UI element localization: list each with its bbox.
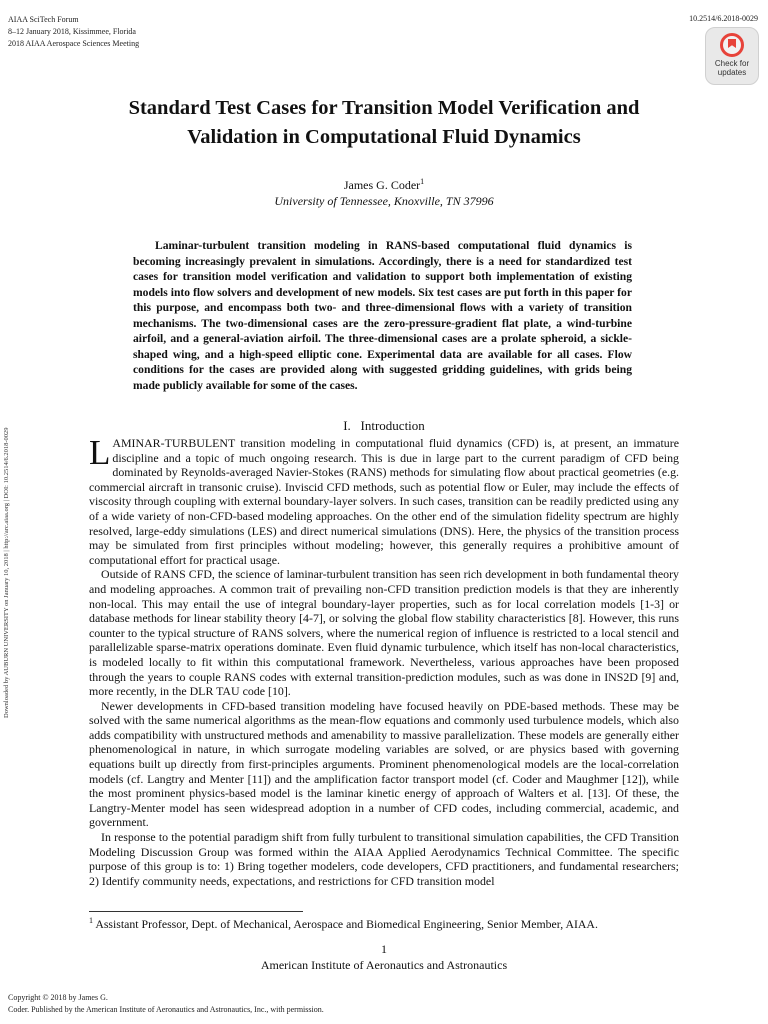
author-name: James G. Coder [343, 178, 421, 192]
paragraph-3: Newer developments in CFD-based transition modeling have focused heavily on PDE-based methods. These may be solved with the same numerical algorithms as the mean-flow equations and commonly used turbulence models, which also adds compatibility with unstructured methods and amenability to massive parallelization. These models are generally either phenomenological in nature, in which surrogate modeling variables are solved, or are physics based with governing equations built up directly from first-principles arguments. Prominent phenomenological models are the local-correlation models (cf. Langtry and Menter [11]) and the amplification factor transport model (cf. Coder and Maughmer [12]), while the most prominent physics-based model is the laminar kinetic energy of approach of Walters et al. [13]. Of these, the Langtry-Menter model has seen widespread adoption in a number of CFD codes, including commercial, academic, and government. [89, 698, 679, 830]
title-line-1: Standard Test Cases for Transition Model Verification and [128, 97, 640, 119]
paragraph-4: In response to the potential paradigm shift from fully turbulent to transitional simulation capabilities, the CFD Transition Modeling Discussion Group was formed within the AIAA Applied Aerodynamics Technical Committee. The specific purpose of this group is to: 1) Bring together modelers, code developers, CFD practitioners, and fundamental researchers; 2) Identify community needs, expectations, and restrictions for CFD transition model [89, 830, 679, 888]
section-number: I. [343, 418, 351, 433]
drop-cap: L [89, 433, 111, 472]
author-affiliation: University of Tennessee, Knoxville, TN 37996 [274, 194, 494, 208]
section-title: Introduction [360, 418, 425, 433]
footnote-mark: 1 [89, 916, 93, 925]
download-side-note: Downloaded by AUBURN UNIVERSITY on January 10, 2018 | http://arc.aiaa.org | DOI: 10.2514/6.2018-0029 [3, 427, 10, 718]
bookmark-icon [720, 33, 744, 57]
copyright-line-1: Copyright © 2018 by James G. [8, 993, 108, 1002]
author-line [90, 177, 678, 193]
paper-title [80, 94, 688, 152]
body-text [89, 433, 679, 888]
footnote-rule [89, 911, 303, 912]
paragraph-1-text: AMINAR-TURBULENT transition modeling in computational fluid dynamics (CFD) is, at present, an immature discipline and a topic of much ongoing research. This is due in large part to the current paradigm of CFD being dominated by Reynolds-averaged Navier-Stokes (RANS) methods for simulating flow about practical geometries (e.g. commercial aircraft in transonic cruise). Inviscid CFD methods, such as potential flow or Euler, may include the effects of viscosity through coupling with external boundary-layer solvers. In such cases, transition can be readily predicted using any of a wide variety of non-CFD-based modeling approaches. On the other end of the simulation fidelity spectrum are highly resolved, large-eddy simulations (LES) and direct numerical simulations (DNS). Here, the physics of the transition process may be simulated from first principles without modeling; however, this generally requires a prohibitive amount of computational effort for practical usage. [89, 436, 679, 567]
conference-header [8, 14, 139, 50]
check-updates-line1: Check for [714, 59, 750, 68]
doi-label: 10.2514/6.2018-0029 [689, 14, 758, 23]
section-heading [90, 418, 678, 434]
meeting-name: 2018 AIAA Aerospace Sciences Meeting [8, 39, 140, 48]
footnote-text: Assistant Professor, Dept. of Mechanical, Aerospace and Biomedical Engineering, Senior Member, AIAA. [95, 916, 598, 931]
paragraph-1 [89, 433, 679, 567]
page-number: 1 [381, 942, 387, 956]
author-footnote-mark: 1 [420, 177, 425, 186]
publisher-organization: American Institute of Aeronautics and Astronautics [260, 958, 508, 972]
copyright-line-2: Coder. Published by the American Institute of Aeronautics and Astronautics, Inc., with permission. [8, 1005, 324, 1014]
paragraph-2: Outside of RANS CFD, the science of laminar-turbulent transition has seen rich development in both fundamental theory and modeling approaches. A common trait of prevailing non-CFD transition prediction models is that they are inherently non-local. This may entail the use of integral boundary-layer properties, such as for local correlation models [1-3] or database methods for linear stability theory [4-7], or solving the global flow stability characteristics [8]. However, this runs counter to the typical structure of RANS solvers, where the numerical region of influence is restricted to a local stencil and parallelizable sparse-matrix operations dominate. Even fluid dynamic turbulence, which itself has non-local characteristics, is modeled locally to fit within this computational framework. Nevertheless, various approaches have been proposed through the years to couple RANS codes with external transition-prediction modules, such as was done in INS2D [9] and, more recently, in the DLR TAU code [10]. [89, 567, 679, 699]
abstract: Laminar-turbulent transition modeling in RANS-based computational fluid dynamics is becoming increasingly prevalent in simulations. Accordingly, there is a need for standardized test cases for transition model verification and validation to support both implementation of existing models into flow solvers and development of new models. Six test cases are put forth in this paper for this purpose, and encompass both two- and three-dimensional flows with a variety of transition mechanisms. The two-dimensional cases are the zero-pressure-gradient flat plate, a wind-turbine airfoil, and a general-aviation airfoil. The three-dimensional cases are a prolate spheroid, a sickle-shaped wing, and a high-speed elliptic cone. Experimental data are available for all cases. Flow conditions for the cases are provided along with suggested gridding guidelines, with grids being made publicly available for some of the cases. [133, 239, 632, 392]
title-line-2: Validation in Computational Fluid Dynamics [187, 126, 581, 148]
check-updates-line2: updates [717, 68, 747, 77]
copyright-notice [8, 992, 324, 1016]
conference-dates: 8–12 January 2018, Kissimmee, Florida [8, 27, 136, 36]
check-for-updates-button[interactable] [705, 27, 759, 85]
footnote [89, 916, 679, 932]
conference-name: AIAA SciTech Forum [8, 15, 79, 24]
